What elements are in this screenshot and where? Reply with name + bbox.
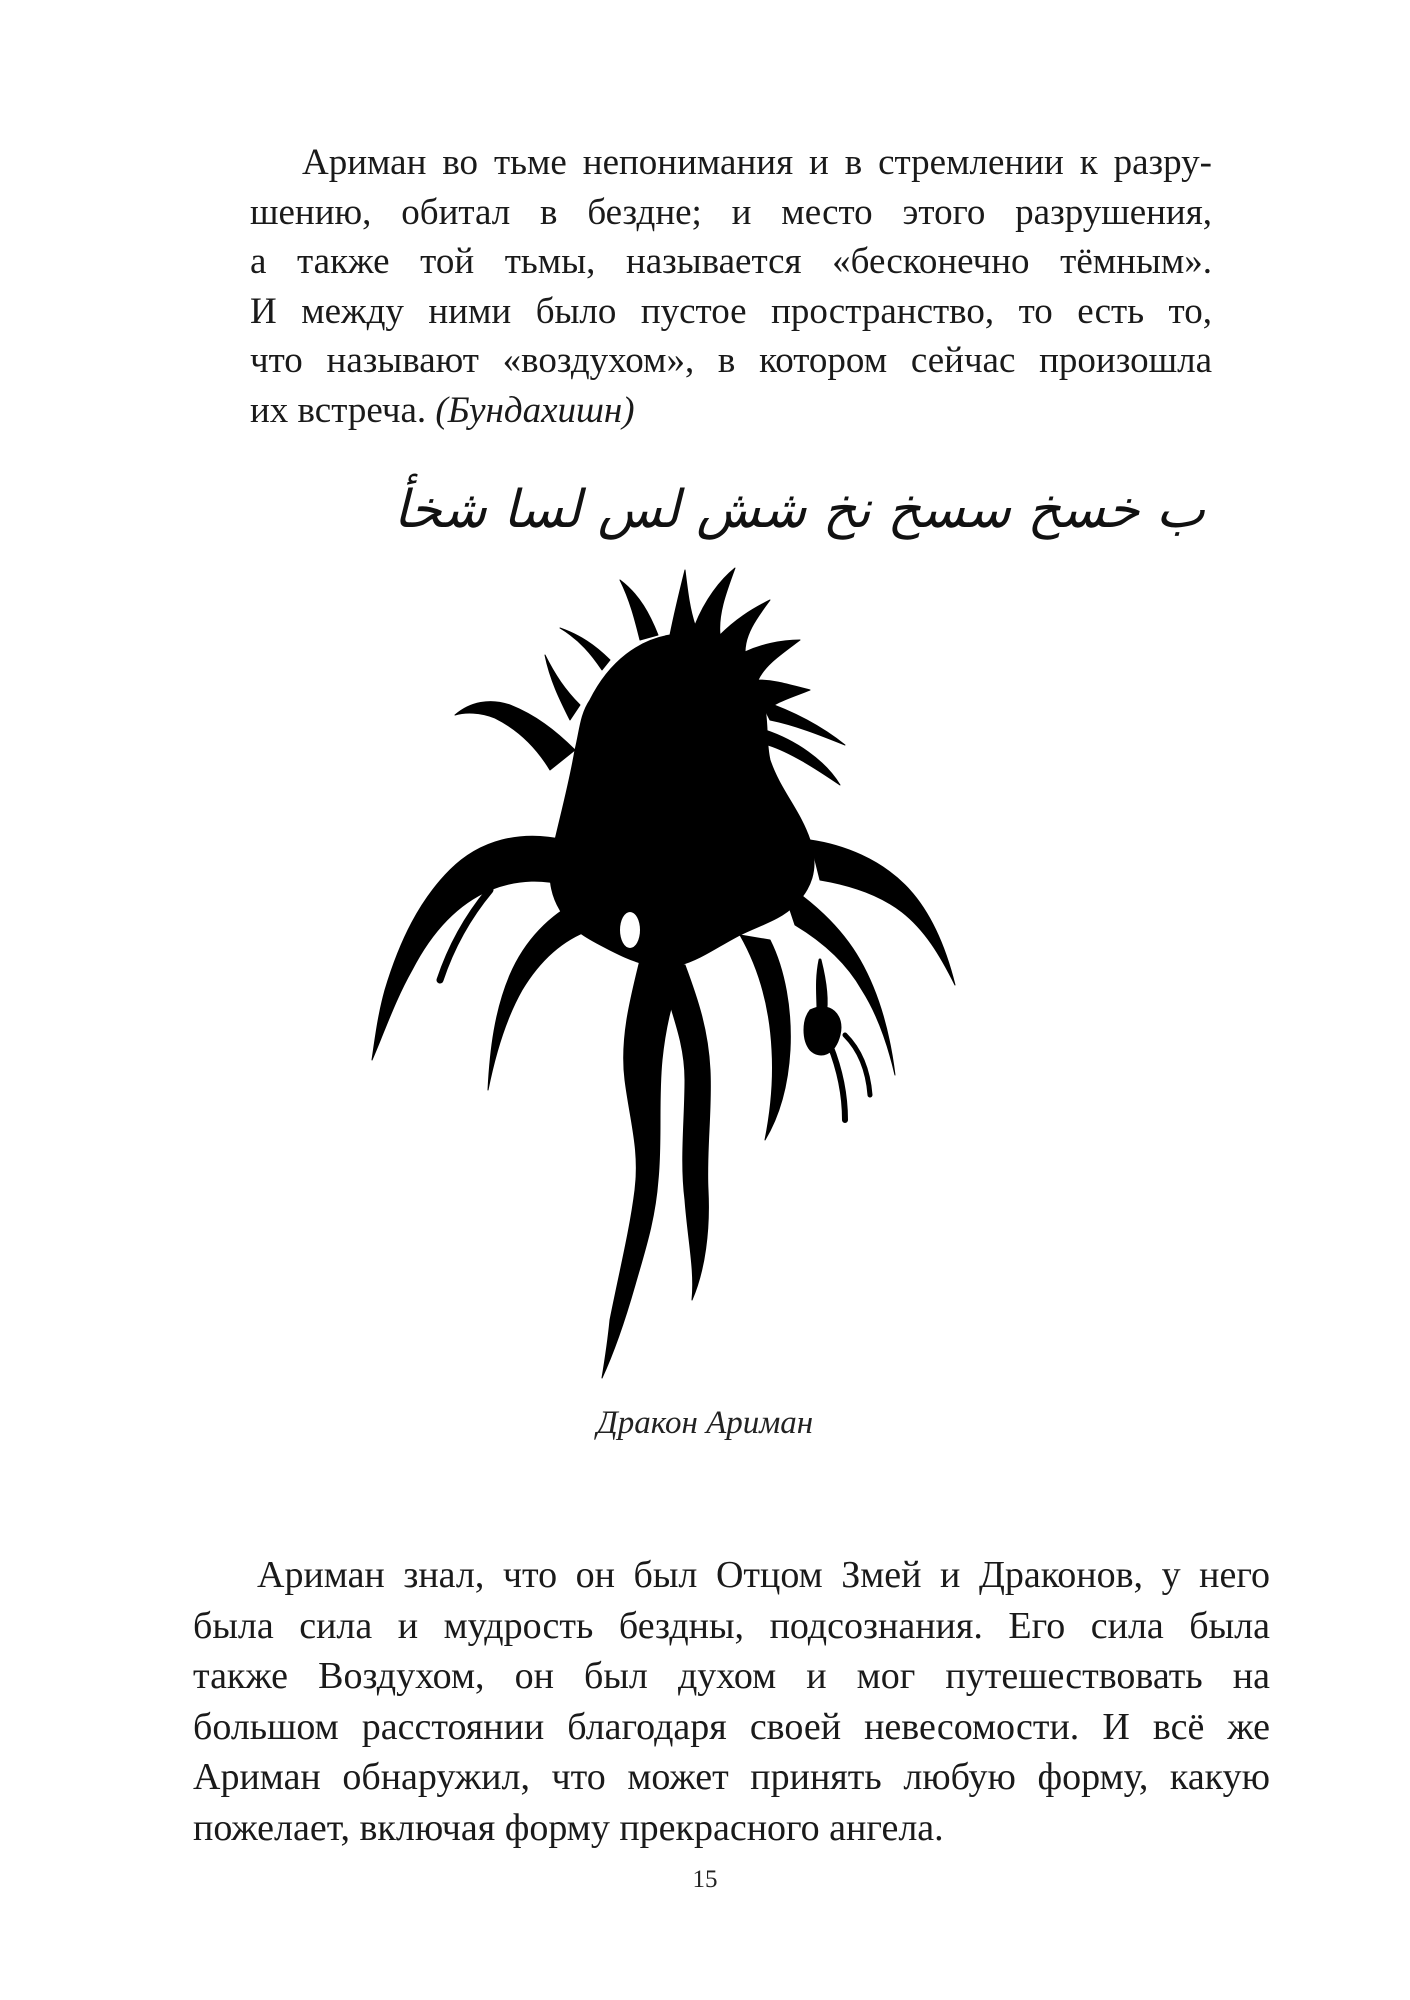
handwritten-script-line: ب خسخ سسخ نخ شش لس لسا شخأ — [393, 480, 1205, 540]
page-number: 15 — [692, 1866, 718, 1893]
dragon-tail — [602, 960, 685, 1378]
epigraph-quote — [250, 138, 1212, 435]
dragon-right-arm — [780, 880, 895, 1075]
body-line: Ариман обнаружил, что может принять любую форму, какую — [193, 1756, 1270, 1798]
quote-line: Ариман во тьме непонимания и в стремлении к разру- — [302, 142, 1212, 183]
quote-line: а также той тьмы, называется «бесконечно тёмным». — [250, 241, 1212, 282]
quote-line-last — [250, 386, 1212, 436]
body-line: Ариман знал, что он был Отцом Змей и Драконов, у него — [257, 1554, 1270, 1596]
body-line: большом расстоянии благодаря своей невесомости. И всё же — [193, 1705, 1270, 1748]
dragon-ahriman-illustration — [340, 540, 1000, 1380]
body-line: также Воздухом, он был духом и мог путешествовать на — [193, 1655, 1270, 1697]
body-line: пожелает, включая форму прекрасного ангела. — [193, 1806, 944, 1849]
quote-line: И между ними было пустое пространство, то есть то, — [250, 290, 1212, 332]
quote-line: шению, обитал в бездне; и место этого разрушения, — [250, 191, 1212, 233]
quote-line-text: их встреча. — [250, 389, 427, 431]
body-paragraph — [193, 1550, 1270, 1853]
quote-source: (Бундахишн) — [435, 389, 635, 431]
dragon-left-arm — [455, 702, 575, 770]
quote-line: что называют «воздухом», в котором сейчас произошла — [250, 340, 1212, 381]
body-line: была сила и мудрость бездны, подсознания. Его сила была — [193, 1604, 1270, 1647]
illustration-caption: Дракон Ариман — [596, 1405, 814, 1441]
